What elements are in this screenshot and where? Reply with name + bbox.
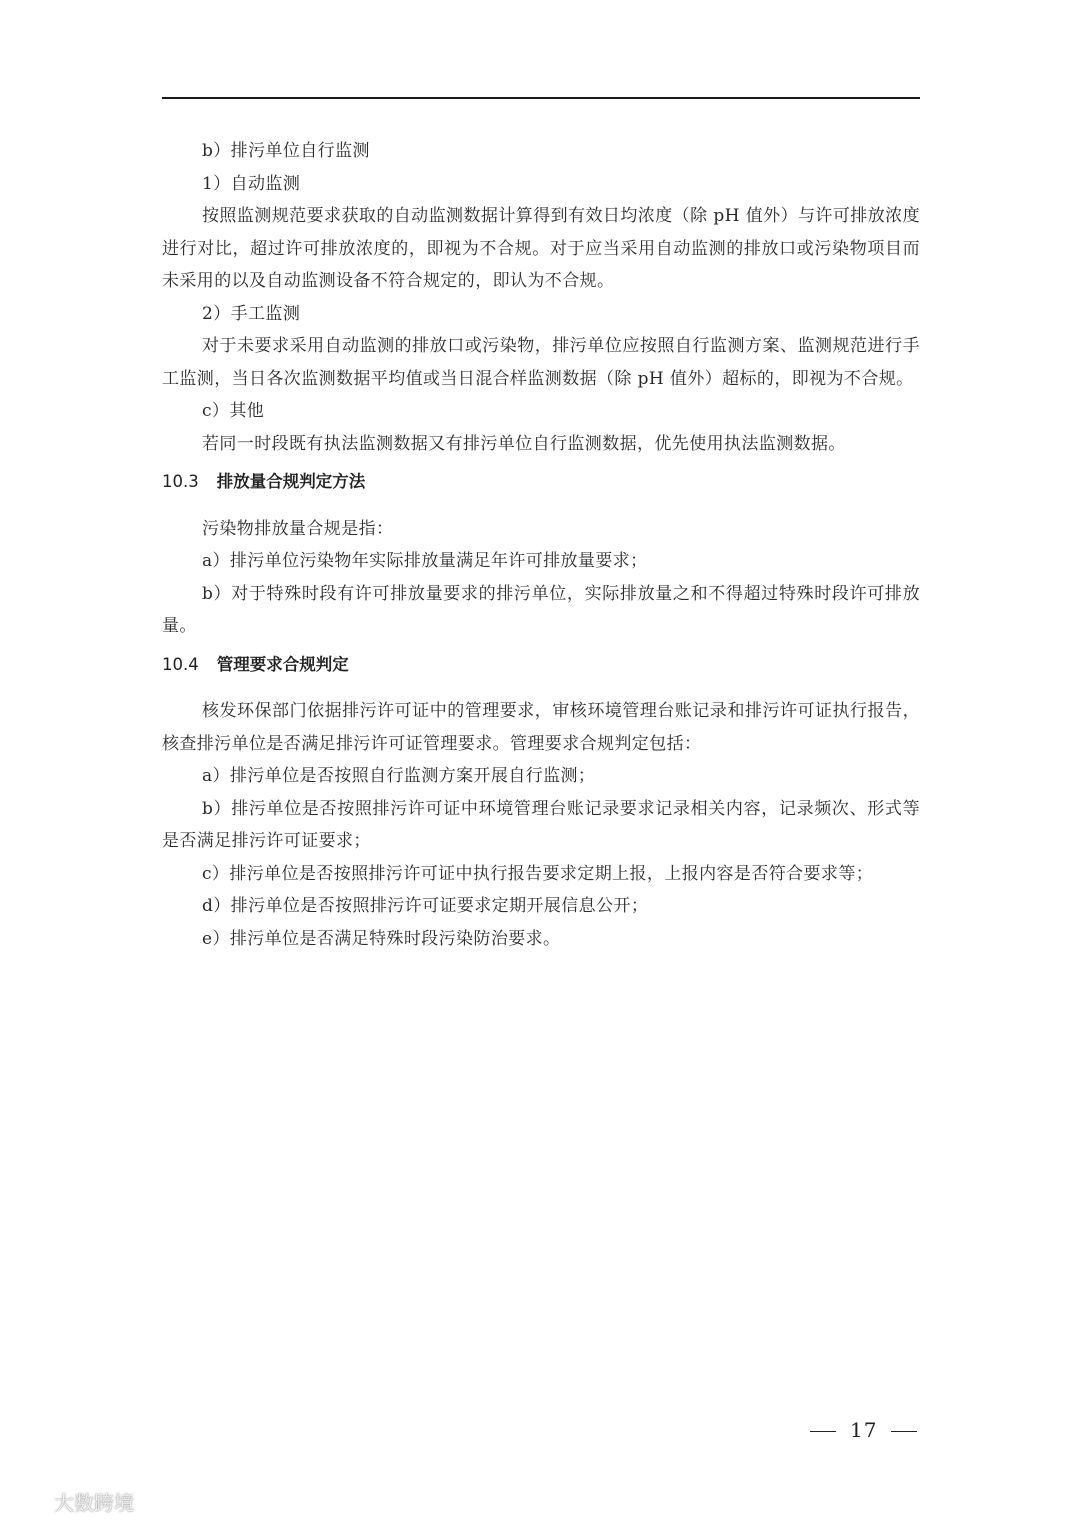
- page-number-dash-left: [810, 1431, 836, 1433]
- paragraph-manual-text: 对于未要求采用自动监测的排放口或污染物，排污单位应按照自行监测方案、监测规范进行手工监测，当日各次监测数据平均值或当日混合样监测数据（除 pH 值外）超标的，即视为不合规。: [162, 336, 920, 389]
- section-10-4-number: 10.4: [162, 654, 199, 674]
- section-10-4-heading: [162, 649, 920, 682]
- section-10-3-heading: [162, 466, 920, 499]
- section-10-3-title: 排放量合规判定方法: [216, 472, 366, 491]
- section-10-4-title: 管理要求合规判定: [216, 654, 349, 674]
- watermark-logo-icon: [10, 1491, 48, 1513]
- section-10-4-item-c: c）排污单位是否按照排污许可证中执行报告要求定期上报，上报内容是否符合要求等；: [202, 863, 874, 884]
- page-number-value: 17: [850, 1418, 878, 1442]
- watermark: [10, 1487, 134, 1516]
- watermark-text: 大数跨境: [54, 1491, 134, 1515]
- section-10-4-item-d: d）排污单位是否按照排污许可证要求定期开展信息公开；: [202, 896, 649, 916]
- section-10-4-intro: 核发环保部门依据排污许可证中的管理要求，审核环境管理台账记录和排污许可证执行报告，核查排污单位是否满足排污许可证管理要求。管理要求合规判定包括：: [162, 701, 920, 754]
- section-10-3-item-a: a）排污单位污染物年实际排放量满足年许可排放量要求；: [202, 551, 648, 571]
- paragraph-c-text: 若同一时段既有执法监测数据又有排污单位自行监测数据，优先使用执法监测数据。: [202, 433, 846, 454]
- section-10-4-item-b: b）排污单位是否按照排污许可证中环境管理台账记录要求记录相关内容，记录频次、形式等是否满足排污许可证要求；: [162, 798, 920, 851]
- section-10-4-item-e: e）排污单位是否满足特殊时段污染防治要求。: [202, 928, 561, 949]
- header-rule: [162, 97, 920, 99]
- section-10-3-number: 10.3: [162, 472, 199, 491]
- section-10-4-item-a: a）排污单位是否按照自行监测方案开展自行监测；: [202, 766, 596, 786]
- section-10-3-intro: 污染物排放量合规是指：: [202, 518, 394, 539]
- paragraph-b-title: b）排污单位自行监测: [202, 141, 370, 161]
- page-number: [810, 1418, 917, 1442]
- paragraph-auto-title: 1）自动监测: [202, 173, 301, 194]
- page-number-dash-right: [891, 1431, 917, 1433]
- section-10-3-item-b: b）对于特殊时段有许可排放量要求的排污单位，实际排放量之和不得超过特殊时段许可排放量。: [162, 583, 920, 636]
- paragraph-auto-text: 按照监测规范要求获取的自动监测数据计算得到有效日均浓度（除 pH 值外）与许可排放浓度进行对比，超过许可排放浓度的，即视为不合规。对于应当采用自动监测的排放口或污染物项目而未采用的以及自动监测设备不符合规定的，即认为不合规。: [162, 206, 920, 291]
- paragraph-manual-title: 2）手工监测: [202, 303, 301, 324]
- page-body: [162, 135, 920, 955]
- paragraph-c-title: c）其他: [202, 401, 265, 421]
